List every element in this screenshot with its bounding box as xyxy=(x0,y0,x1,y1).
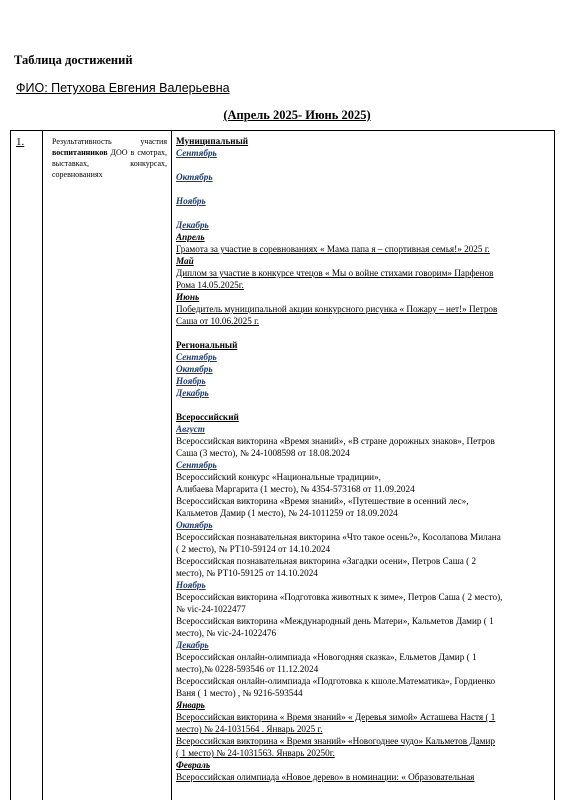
month-heading: Декабрь xyxy=(176,220,209,230)
achievement-line: Победитель муниципальной акции конкурсного рисунка « Пожару – нет!» Петров xyxy=(176,304,498,314)
month-heading: Апрель xyxy=(176,232,205,242)
achievement-line: Алибаева Маргарита (1 место), № 4354-573168 от 11.09.2024 xyxy=(176,484,415,494)
month-heading: Февраль xyxy=(176,760,211,770)
achievement-line: место) № 24-1031564 . Январь 2025 г. xyxy=(176,724,323,734)
month-heading: Ноябрь xyxy=(176,196,206,206)
achievement-line: Всероссийская олимпиада «Новое дерево» в номинации: « Образовательная xyxy=(176,772,475,782)
achievement-line: Саша от 10.06.2025 г. xyxy=(176,316,260,326)
criterion-text-pre: Результативность участия xyxy=(52,137,167,146)
month-heading: Ноябрь xyxy=(176,376,206,386)
achievements-table xyxy=(10,130,555,800)
achievement-line: Грамота за участие в соревнованиях « Мама папа я – спортивная семья!» 2025 г. xyxy=(176,244,490,254)
achievement-line: ( 2 место), № РТ10-59124 от 14.10.2024 xyxy=(176,544,331,554)
row-number: 1. xyxy=(16,136,25,148)
month-heading: Август xyxy=(176,424,205,434)
achievement-line: Всероссийская познавательная викторина «Что такое осень?», Косолапова Милана xyxy=(176,532,501,542)
document-title: Таблица достижений xyxy=(14,53,133,67)
column-divider xyxy=(42,131,43,800)
section-heading-municipal: Муниципальный xyxy=(176,136,249,146)
achievement-line: Всероссийская викторина «Подготовка животных к зиме», Петров Саша ( 2 место), xyxy=(176,592,503,602)
month-heading: Сентябрь xyxy=(176,460,217,470)
achievement-line: место), № vic-24-1022476 xyxy=(176,628,277,638)
criterion-text-bold: воспитанников xyxy=(52,148,108,157)
fio-line: ФИО: Петухова Евгения Валерьевна xyxy=(16,81,230,95)
criterion-text-post: ДОО в смотрах, выставках, конкурсах, соревнованиях xyxy=(52,148,167,179)
achievements-cell xyxy=(176,135,552,783)
month-heading: Октябрь xyxy=(176,172,213,182)
section-heading-allrussian: Всероссийский xyxy=(176,412,239,422)
column-divider xyxy=(171,131,172,800)
achievement-line: Всероссийская викторина «Международный день Матери», Кальметов Дамир ( 1 xyxy=(176,616,494,626)
achievement-line: Всероссийская викторина « Время знаний» « Деревья зимой» Асташева Настя ( 1 xyxy=(176,712,496,722)
achievement-line: ( 1 место) № 24-1031563. Январь 20250г. xyxy=(176,748,335,758)
period-text: (Апрель 2025- Июнь 2025) xyxy=(223,108,371,122)
month-heading: Ноябрь xyxy=(176,580,206,590)
achievement-line: место), № РТ10-59125 от 14.10.2024 xyxy=(176,568,318,578)
achievement-line: Саша (3 место), № 24-1008598 от 18.08.2024 xyxy=(176,448,350,458)
month-heading: Май xyxy=(176,256,194,266)
month-heading: Декабрь xyxy=(176,640,209,650)
criterion-cell xyxy=(52,136,167,180)
month-heading: Июнь xyxy=(176,292,200,302)
achievement-line: Кальметов Дамир (1 место), № 24-1011259 от 18.09.2024 xyxy=(176,508,398,518)
month-heading: Январь xyxy=(176,700,205,710)
month-heading: Октябрь xyxy=(176,364,213,374)
achievement-line: Всероссийская викторина «Время знаний», «В стране дорожных знаков», Петров xyxy=(176,436,495,446)
month-heading: Сентябрь xyxy=(176,148,217,158)
achievement-line: Всероссийская познавательная викторина «Загадки осени», Петров Саша ( 2 xyxy=(176,556,477,566)
achievement-line: Всероссийская викторина «Время знаний», «Путешествие в осенний лес», xyxy=(176,496,469,506)
achievement-line: Диплом за участие в конкурсе чтецов « Мы о войне стихами говорим» Парфенов xyxy=(176,268,494,278)
achievement-line: Всероссийский конкурс «Национальные традиции», xyxy=(176,472,381,482)
achievement-line: Всероссийская онлайн-олимпиада «Подготовка к кшоле.Математика», Гордиенко xyxy=(176,676,496,686)
achievement-line: Всероссийская викторина « Время знаний» «Новогоднее чудо» Кальметов Дамир xyxy=(176,736,496,746)
achievement-line: место),№ 0228-593546 от 11.12.2024 xyxy=(176,664,319,674)
achievement-line: Ваня ( 1 место) , № 9216-593544 xyxy=(176,688,303,698)
achievement-line: Всероссийская онлайн-олимпиада «Новогодняя сказка», Ельметов Дамир ( 1 xyxy=(176,652,477,662)
section-heading-regional: Региональный xyxy=(176,340,238,350)
month-heading: Декабрь xyxy=(176,388,209,398)
month-heading: Сентябрь xyxy=(176,352,217,362)
achievement-line: № vic-24-1022477 xyxy=(176,604,246,614)
month-heading: Октябрь xyxy=(176,520,213,530)
period-line xyxy=(0,108,566,123)
achievement-line: Рома 14.05.2025г. xyxy=(176,280,244,290)
